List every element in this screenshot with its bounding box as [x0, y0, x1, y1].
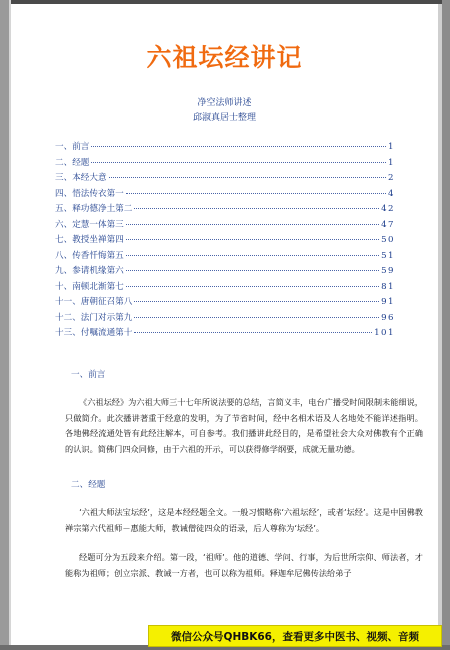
toc-leader — [126, 255, 379, 256]
toc-label: 十二、法门对示第九 — [55, 312, 133, 323]
toc-leader — [126, 286, 379, 287]
toc-entry[interactable] — [55, 171, 395, 187]
toc-entry[interactable] — [55, 264, 395, 280]
toc-entry[interactable] — [55, 311, 395, 327]
toc-entry[interactable] — [55, 233, 395, 249]
page-shadow — [438, 4, 442, 645]
toc-label: 七、教授坐禅第四 — [55, 235, 124, 245]
intro-paragraph: 《六祖坛经》为六祖大师三十七年所说法要的总结，言简义丰，电台广播受时间限制未能细说，只做简介。此次播讲著重于经意的发明，为了节省时间，经中名相术语及人名地处不能详述指明。各地佛经流通处皆有此经注解本，可自参考。我们播讲此经目的，是希望社会大众对佛教有个正确的认识。简佛门四众同修，由于六祖的开示，可以获得修学纲要，成就无量功德。 — [65, 397, 423, 454]
toc-entry[interactable] — [55, 280, 395, 296]
section-heading-title: 二、经题 — [71, 480, 106, 490]
toc-label: 三、本经大意 — [55, 173, 107, 183]
toc-entry[interactable] — [55, 156, 395, 172]
toc-label: 五、释功德净土第二 — [55, 204, 133, 214]
toc-entry[interactable] — [55, 218, 395, 234]
toc-entry[interactable] — [55, 202, 395, 218]
toc-leader — [126, 270, 379, 271]
toc-label: 六、定慧一体第三 — [55, 219, 124, 230]
toc-page: 91 — [381, 297, 395, 307]
toc-entry[interactable] — [55, 140, 395, 156]
toc-page: 42 — [381, 204, 395, 214]
toc-leader — [91, 162, 386, 163]
toc-page: 50 — [381, 235, 395, 245]
toc-page: 59 — [381, 266, 395, 276]
toc-leader — [134, 332, 372, 333]
toc-label: 八、传香忏悔第五 — [55, 250, 124, 261]
document-title: 六祖坛经讲记 — [146, 43, 303, 72]
viewer-left-gutter — [0, 0, 9, 650]
toc-label: 十一、唐朝征召第八 — [55, 297, 133, 307]
toc-page: 1 — [388, 142, 395, 152]
toc-page: 4 — [388, 188, 395, 199]
toc-label: 九、参请机缘第六 — [55, 266, 124, 276]
toc-page: 51 — [381, 250, 395, 261]
toc-page: 1 — [388, 157, 395, 168]
document-page — [11, 4, 438, 645]
toc-page: 81 — [381, 281, 395, 292]
toc-leader — [109, 177, 386, 178]
toc-entry[interactable] — [55, 326, 395, 342]
toc-label: 四、悟法传衣第一 — [55, 188, 124, 199]
title-paragraph-1: ‘六祖大师法宝坛经’，这是本经经题全文。一般习惯略称‘六祖坛经’，或者‘坛经’。这是中国佛教禅宗第六代祖师－惠能大师，教诫僧徒四众的语录，后人尊称为‘坛经’。 — [65, 507, 423, 533]
toc-leader — [126, 224, 379, 225]
toc-page: 47 — [381, 219, 395, 230]
lecturer-line: 净空法师讲述 — [197, 98, 252, 108]
toc-page: 96 — [381, 312, 395, 323]
section-heading-intro: 一、前言 — [71, 370, 106, 380]
toc-entry[interactable] — [55, 249, 395, 265]
toc-label: 十三、付嘱流通第十 — [55, 328, 133, 338]
toc-leader — [126, 193, 386, 194]
toc-leader — [91, 146, 386, 147]
toc-label: 十、南顿北渐第七 — [55, 281, 124, 292]
toc-leader — [126, 239, 379, 240]
toc-page: 2 — [388, 173, 395, 183]
toc-label: 一、前言 — [55, 142, 90, 152]
toc-entry[interactable] — [55, 295, 395, 311]
watermark-banner: 微信公众号QHBK66，查看更多中医书、视频、音频 — [148, 625, 442, 647]
editor-line: 邱淑真居士整理 — [192, 113, 256, 123]
toc-page: 101 — [374, 328, 395, 338]
toc-leader — [134, 301, 379, 302]
viewer-scrollbar[interactable] — [442, 0, 450, 650]
title-paragraph-2: 经题可分为五段来介绍。第一段，‘祖师’。他的道德、学问、行事，为后世所宗仰、师法者，才能称为祖师；创立宗派、教诫一方者，也可以称为祖师。释迦牟尼佛传法给弟子 — [65, 552, 423, 578]
table-of-contents — [55, 140, 395, 342]
toc-entry[interactable] — [55, 187, 395, 203]
toc-leader — [134, 317, 379, 318]
toc-leader — [134, 208, 379, 209]
toc-label: 二、经题 — [55, 157, 90, 168]
